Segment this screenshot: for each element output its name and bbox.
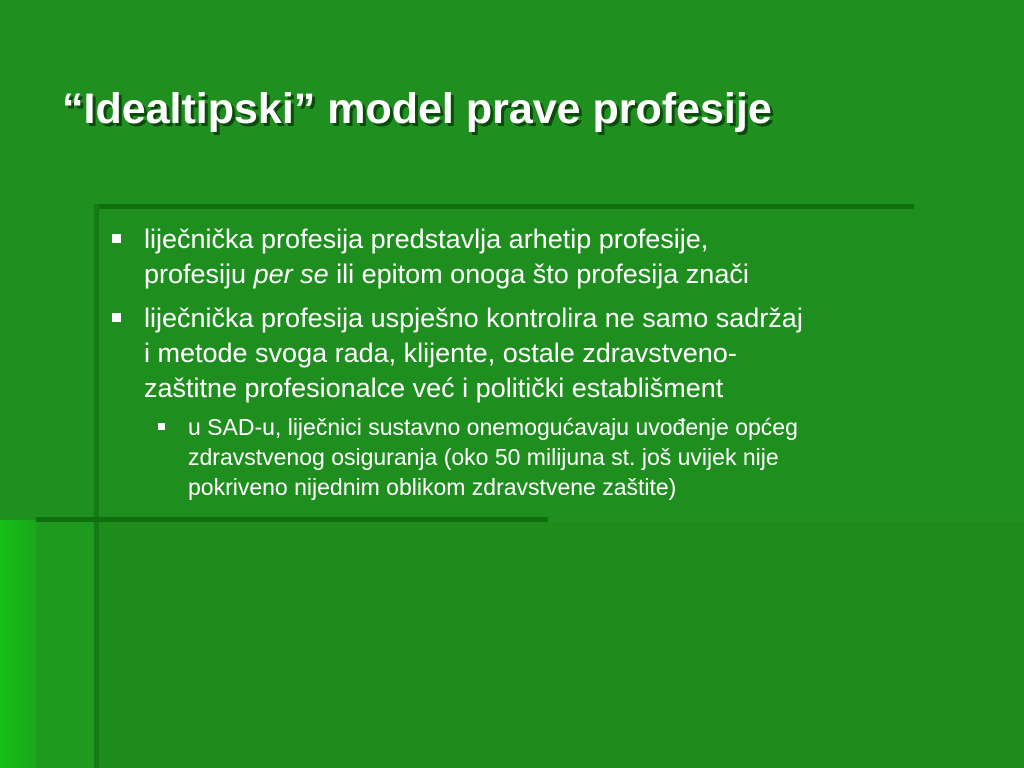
decorative-top-bar	[94, 204, 914, 209]
decorative-lower-panel	[99, 522, 1024, 768]
square-bullet-icon	[112, 313, 121, 322]
decorative-vertical-bar	[94, 204, 99, 768]
sub-bullet-text-line: pokriveno nijednim oblikom zdravstvene zaštite)	[188, 474, 677, 500]
bullet-text-line: liječnička profesija predstavlja arhetip profesije,	[144, 224, 709, 254]
italic-text: per se	[253, 259, 329, 289]
decorative-left-strip	[0, 520, 36, 768]
sub-bullet-item	[104, 412, 1004, 502]
square-bullet-icon	[158, 423, 165, 430]
sub-bullet-text-line: u SAD-u, liječnici sustavno onemogućavaju uvođenje općeg	[188, 414, 798, 440]
bullet-text-line	[144, 257, 1004, 292]
square-bullet-icon	[112, 234, 121, 243]
decorative-middle-bar	[36, 517, 548, 522]
slide-title: “Idealtipski” model prave profesije	[62, 85, 772, 133]
bullet-text-line: liječnička profesija uspješno kontrolira ne samo sadržaj	[144, 303, 803, 333]
bullet-text-line: zaštitne profesionalce već i politički establišment	[144, 373, 724, 403]
decorative-left-panel	[36, 520, 94, 768]
bullet-item	[104, 301, 1004, 406]
bullet-item	[104, 222, 1004, 292]
slide-content	[104, 222, 1004, 502]
bullet-text-line: i metode svoga rada, klijente, ostale zdravstveno-	[144, 338, 737, 368]
bullet-text-segment: ili epitom onoga što profesija znači	[328, 259, 749, 289]
sub-bullet-text-line: zdravstvenog osiguranja (oko 50 milijuna st. još uvijek nije	[188, 444, 779, 470]
bullet-text-segment: profesiju	[144, 259, 254, 289]
